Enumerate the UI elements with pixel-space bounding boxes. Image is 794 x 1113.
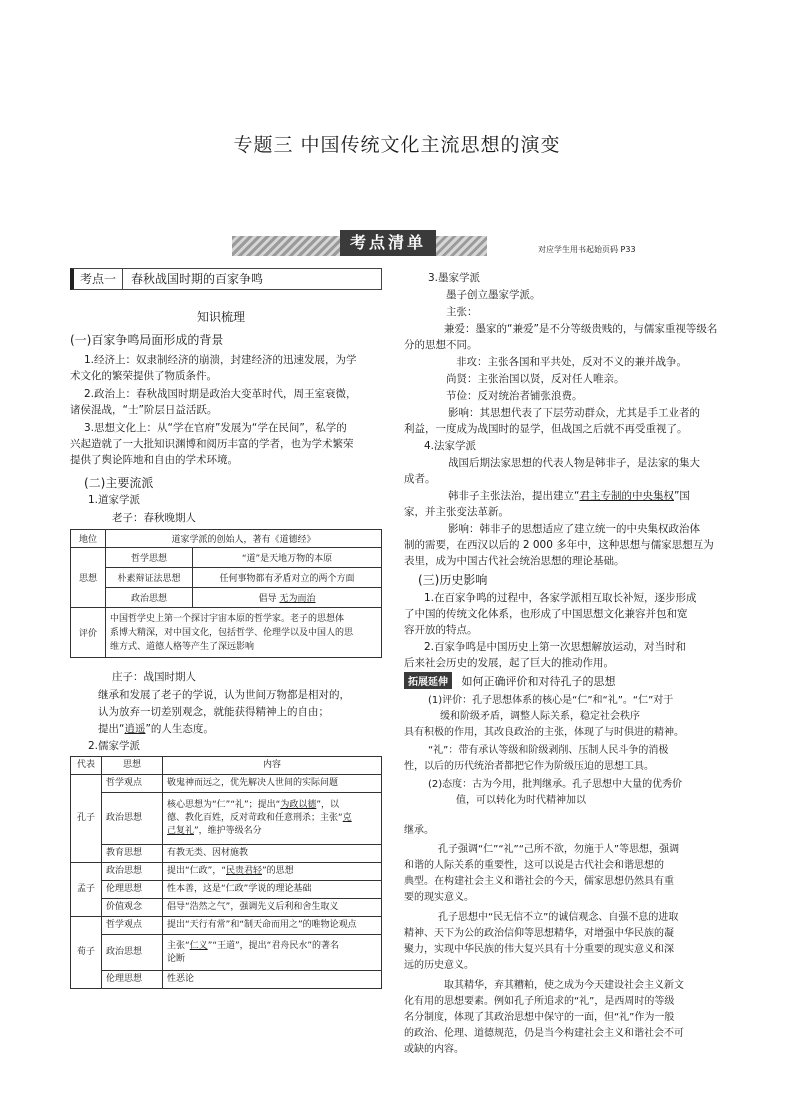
paragraph: 容开放的特点。	[404, 624, 478, 636]
table-cell: “道”是天地万物的本原	[193, 548, 382, 568]
paragraph: 兴起造就了一大批知识渊博和阅历丰富的学者，也为学术繁荣	[70, 438, 354, 450]
paragraph: 名分制度，体现了其政治思想中保守的一面，但“礼”作为一般	[404, 1012, 675, 1023]
page-ref-note: 对应学生用书起始页码 P33	[538, 245, 636, 254]
cell-line	[167, 799, 377, 812]
paragraph: 认为放弃一切差别观念，就能获得精神上的自由；	[98, 706, 329, 718]
paragraph: 诸侯混战，“士”阶层日益活跃。	[70, 404, 218, 416]
table-cell: 性恶论	[163, 971, 382, 989]
paragraph: 后来社会历史的发展，起了巨大的推动作用。	[404, 657, 614, 669]
answer-blank: 无为而治	[279, 594, 316, 604]
table-cell: 倡导“浩然之气”，强调先义后利和舍生取义	[163, 899, 382, 917]
paragraph: 取其精华，弃其糟粕，使之成为今天建设社会主义新文	[444, 980, 684, 991]
table-cell: 哲学观点	[102, 917, 163, 935]
paragraph: 1.经济上：奴隶制经济的崩溃，封建经济的迅速发展，为学	[84, 354, 357, 366]
table-cell: 伦理思想	[102, 881, 163, 899]
list-item: 1.道家学派	[88, 494, 141, 506]
paragraph: 1.在百家争鸣的过程中，各家学派相互取长补短，逐步形成	[424, 592, 697, 604]
paragraph: 兼爱：墨家的“兼爱”是不分等级贵贱的，与儒家重视等级名	[444, 323, 718, 335]
extension-tag: 拓展延伸	[404, 672, 452, 689]
table-header: 思想	[102, 757, 163, 775]
text: 韩非子主张法治，提出建立“	[448, 490, 580, 502]
paragraph: 或缺的内容。	[404, 1044, 464, 1055]
table-cell: 政治思想	[102, 863, 163, 881]
table-cell: 敬鬼神而远之，优先解决人世间的实际问题	[163, 775, 382, 793]
table-cell: 思想	[71, 548, 106, 608]
table-cell: 政治思想	[106, 588, 193, 608]
table-cell	[193, 588, 382, 608]
paragraph: (1)评价：孔子思想体系的核心是“仁”和“礼”。“仁”对于	[428, 695, 674, 706]
table-header: 代表	[71, 757, 102, 775]
paragraph: 非攻：主张各国和平共处，反对不义的兼并战争。	[456, 356, 687, 368]
paragraph: 化有用的思想要素。例如孔子所追求的“礼”，是西周时的等级	[404, 996, 675, 1007]
table-cell: 朴素辩证法思想	[106, 568, 193, 588]
table-cell: 哲学观点	[102, 775, 163, 793]
paragraph: 战国后期法家思想的代表人物是韩非子，是法家的集大	[448, 457, 700, 469]
table-cell: 价值观念	[102, 899, 163, 917]
paragraph: 老子：春秋晚期人	[112, 512, 196, 524]
table-cell: 政治思想	[102, 793, 163, 845]
paragraph: 提供了舆论阵地和自由的学术环境。	[70, 454, 238, 466]
table-cell: 道家学派的创始人，著有《道德经》	[106, 530, 382, 548]
paragraph: 性，以后的历代统治者都把它作为阶级压迫的思想工具。	[404, 761, 654, 772]
list-item: 4.法家学派	[424, 440, 477, 452]
table-cell: 有教无类、因材施教	[163, 845, 382, 863]
list-item: 3.墨家学派	[428, 272, 481, 284]
paragraph: 影响：其思想代表了下层劳动群众，尤其是手工业者的	[448, 407, 700, 419]
answer-blank: 逍遥	[124, 723, 146, 735]
kaodian-title: 春秋战国时期的百家争鸣	[131, 272, 264, 286]
cell-line: 论断	[167, 953, 186, 964]
table-cell: 评价	[71, 608, 106, 658]
daojia-table	[70, 529, 382, 658]
paragraph: 聚力，实现中华民族的伟大复兴具有十分重要的现实意义和深	[404, 944, 674, 955]
answer-blank: 己复礼	[167, 826, 195, 836]
paragraph: (2)态度：古为今用，批判继承。孔子思想中大量的优秀价	[428, 779, 683, 790]
table-cell: 政治思想	[102, 935, 163, 971]
table-cell	[106, 608, 382, 658]
answer-blank: 克	[342, 813, 352, 823]
cell-text: 倡导	[258, 594, 277, 604]
kaodian-number: 考点一	[74, 269, 123, 289]
table-cell: 荀子	[71, 917, 102, 989]
page-title: 专题三 中国传统文化主流思想的演变	[233, 134, 561, 156]
text: 核心思想为“仁”“礼”；提出“	[167, 800, 281, 810]
text: 提出“	[98, 723, 125, 735]
text: ”国	[673, 490, 690, 502]
cell-line	[167, 812, 377, 825]
rujia-table	[70, 756, 382, 989]
paragraph: 节俭：反对统治者铺张浪费。	[446, 390, 583, 402]
table-cell: 哲学思想	[106, 548, 193, 568]
paragraph: 的政治、伦理、道德规范，仍是当今构建社会主义和谐社会不可	[404, 1028, 684, 1039]
table-cell: 提出“天行有常”和“制天命而用之”的唯物论观点	[163, 917, 382, 935]
text: 德、教化百姓，反对苛政和任意刑杀；主张“	[167, 813, 343, 823]
paragraph: 远的历史意义。	[404, 960, 474, 971]
section-banner: 考点清单	[340, 230, 436, 256]
paragraph: 制的需要，在西汉以后的 2 000 多年中，这种思想与儒家思想互为	[404, 539, 714, 551]
text: ”，以	[316, 800, 340, 810]
table-cell	[163, 863, 382, 881]
kaodian-header	[70, 268, 382, 290]
answer-blank: 君主专制的中央集权	[579, 490, 674, 502]
text: 提出“仁政”，“	[167, 866, 226, 876]
paragraph: 墨子创立墨家学派。	[446, 289, 541, 301]
paragraph: 成者。	[404, 473, 436, 485]
paragraph: 值，可以转化为时代精神加以	[456, 795, 586, 806]
paragraph: 表里，成为中国古代社会统治思想的理论基础。	[404, 555, 625, 567]
table-cell	[163, 793, 382, 845]
cell-line: 维方式、道德人格等产生了深远影响	[110, 641, 255, 652]
paragraph: 2.百家争鸣是中国历史上第一次思想解放运动，对当时和	[424, 641, 687, 653]
paragraph: 精神、天下为公的政治信仰等思想精华，对增强中华民族的凝	[404, 928, 674, 939]
subheading: (三)历史影响	[418, 573, 488, 587]
paragraph	[404, 488, 726, 504]
table-header: 内容	[163, 757, 382, 775]
text: ”“王道”，提出“君舟民水”的著名	[207, 940, 340, 951]
cell-line	[167, 825, 377, 838]
paragraph: 典型。在构建社会主义和谐社会的今天，儒家思想仍然具有重	[404, 876, 674, 887]
paragraph: 继承和发展了老子的学说，认为世间万物都是相对的，	[98, 689, 350, 701]
paragraph: 继承。	[404, 825, 434, 836]
cell-line	[167, 940, 377, 953]
paragraph: 影响：韩非子的思想适应了建立统一的中央集权政治体	[448, 523, 700, 535]
table-cell: 教育思想	[102, 845, 163, 863]
paragraph: 缓和阶级矛盾，调整人际关系，稳定社会秩序	[440, 711, 640, 722]
cell-line: 中国哲学史上第一个探讨宇宙本原的哲学家。老子的思想体	[110, 613, 345, 624]
paragraph: 分的思想不同。	[404, 339, 478, 351]
extension-question: 如何正确评价和对待孔子的思想	[461, 675, 616, 688]
section-heading: 知识梳理	[197, 310, 246, 324]
paragraph: 尚贤：主张治国以贤，反对任人唯亲。	[446, 373, 625, 385]
list-item: 2.儒家学派	[88, 740, 141, 752]
paragraph: 了中国的传统文化体系，也形成了中国思想文化兼容并包和宽	[404, 608, 688, 620]
paragraph	[98, 721, 214, 737]
text: ”，维护等级名分	[194, 826, 262, 836]
paragraph: 主张：	[446, 306, 478, 318]
paragraph: 术文化的繁荣提供了物质条件。	[70, 370, 217, 382]
table-cell: 伦理思想	[102, 971, 163, 989]
table-cell	[163, 935, 382, 971]
paragraph: 庄子：战国时期人	[112, 671, 196, 683]
paragraph: 和谐的人际关系的重要性，这可以说是古代社会和谐思想的	[404, 860, 664, 871]
paragraph: 孔子思想中“民无信不立”的诚信观念、自强不息的进取	[438, 912, 679, 923]
table-cell: 孟子	[71, 863, 102, 917]
text: 主张“	[167, 940, 190, 951]
table-cell: 任何事物都有矛盾对立的两个方面	[193, 568, 382, 588]
paragraph: 要的现实意义。	[404, 892, 474, 903]
cell-line: 系博大精深，对中国文化，包括哲学、伦理学以及中国人的思	[110, 627, 354, 638]
paragraph: 孔子强调“仁”“礼”“己所不欲，勿施于人”等思想，强调	[438, 844, 680, 855]
paragraph: 利益，一度成为战国时的显学，但战国之后就不再受重视了。	[404, 423, 688, 435]
answer-blank: 仁义	[189, 940, 208, 951]
paragraph: 具有积极的作用，其改良政治的主张，体现了与时俱进的精神。	[404, 727, 684, 738]
subheading: (一)百家争鸣局面形成的背景	[70, 333, 224, 347]
table-cell: 性本善，这是“仁政”学说的理论基础	[163, 881, 382, 899]
extension-header	[404, 672, 616, 689]
paragraph: 家，并主张变法革新。	[404, 506, 509, 518]
subheading: (二)主要流派	[84, 476, 154, 490]
paragraph: 3.思想文化上：从“学在官府”发展为“学在民间”，私学的	[84, 422, 347, 434]
answer-blank: 为政以德	[280, 800, 317, 810]
text: ”的人生态度。	[145, 723, 214, 735]
paragraph: 2.政治上：春秋战国时期是政治大变革时代，周王室衰微，	[84, 388, 357, 400]
paragraph: “礼”：带有承认等级和阶级剥削、压制人民斗争的消极	[428, 745, 669, 756]
table-cell: 地位	[71, 530, 106, 548]
answer-blank: 民贵君轻	[226, 866, 263, 876]
table-cell: 孔子	[71, 775, 102, 863]
text: ”的思想	[262, 866, 294, 876]
